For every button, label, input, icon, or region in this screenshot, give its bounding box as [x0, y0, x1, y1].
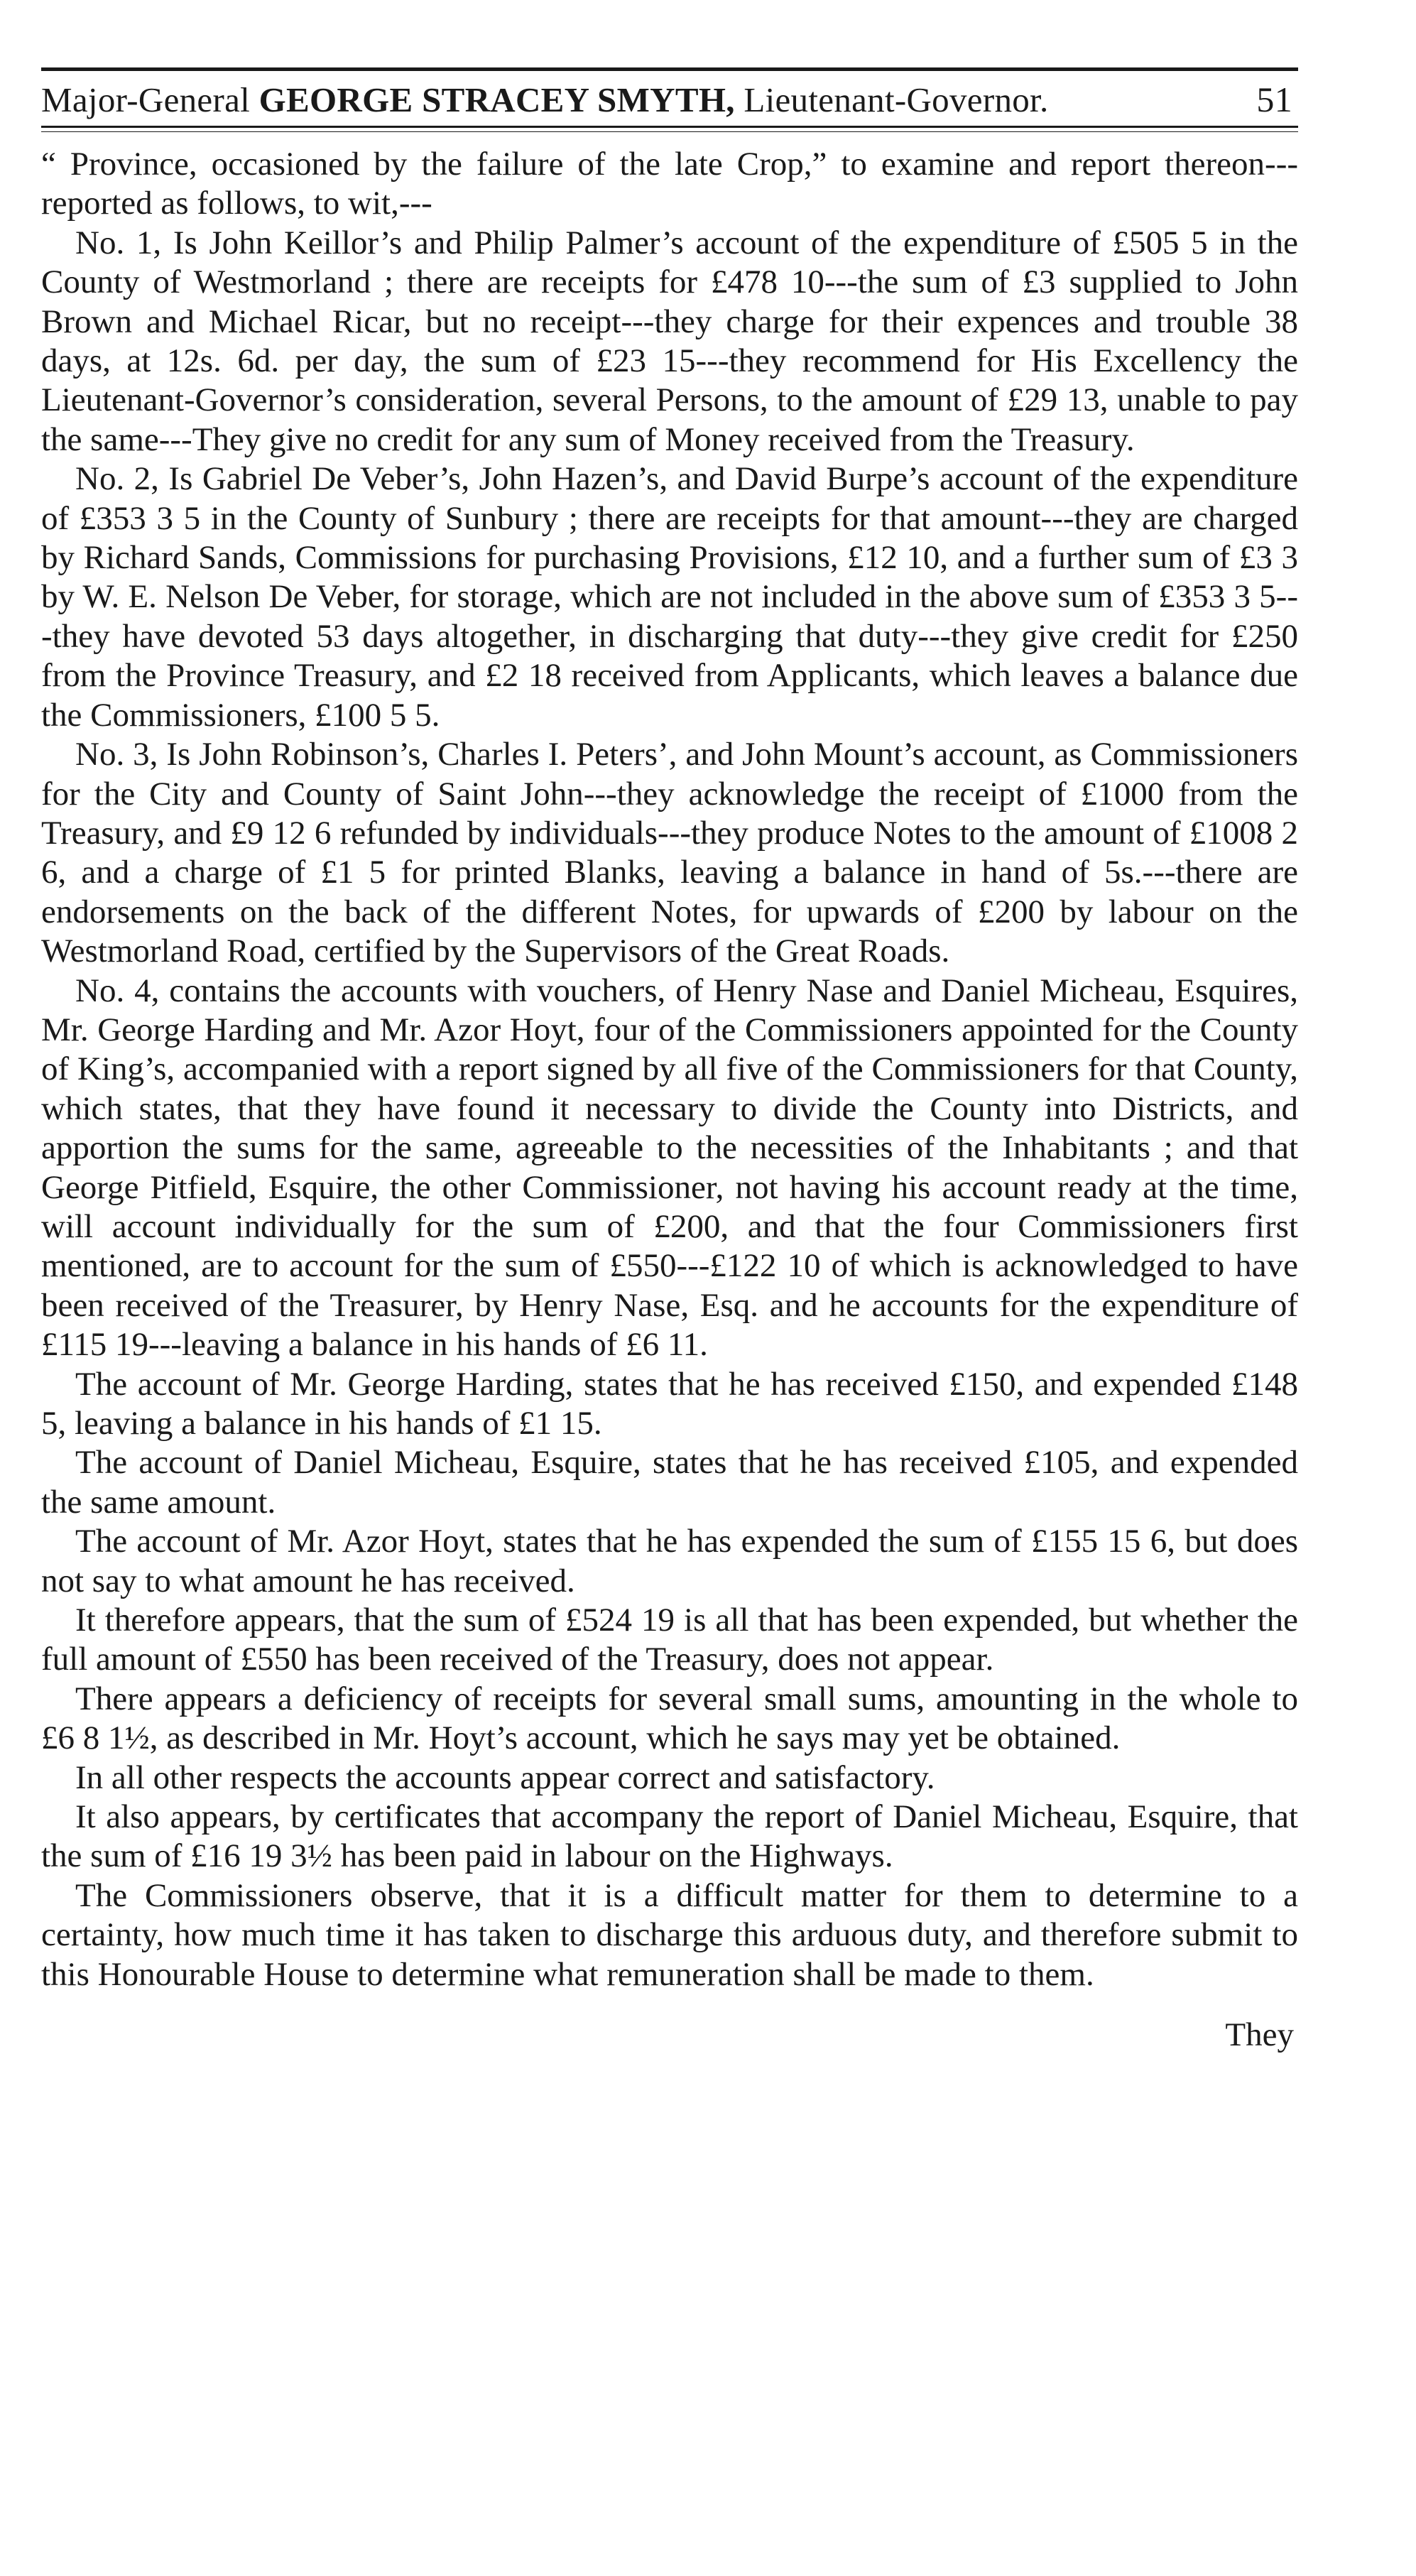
- header-double-rule: [41, 126, 1298, 132]
- paragraph: No. 2, Is Gabriel De Veber’s, John Hazen’s, and David Burpe’s account of the expenditure of £353 3 5 in the County of Sunbury ; there are receipts for that amount---they are charged by Richard Sands, Commissions for purchasing Provisions, £12 10, and a further sum of £3 3 by W. E. Nelson De Veber, for storage, which are not included in the above sum of £353 3 5---they have devoted 53 days altogether, in discharging that duty---they give credit for £250 from the Province Treasury, and £2 18 received from Applicants, which leaves a balance due the Commissioners, £100 5 5.: [41, 460, 1298, 734]
- running-head-name: GEORGE STRACEY SMYTH,: [258, 80, 735, 119]
- paragraph: It therefore appears, that the sum of £524 19 is all that has been expended, but whether the full amount of £550 has been received of the Treasury, does not appear.: [41, 1602, 1298, 1678]
- paragraph: “ Province, occasioned by the failure of the late Crop,” to examine and report thereon---reported as follows, to wit,---: [41, 146, 1298, 222]
- page-number: 51: [1256, 80, 1292, 119]
- running-head-prefix: Major-General: [41, 80, 251, 119]
- top-rule: [41, 67, 1298, 71]
- paragraph: The account of Mr. George Harding, states that he has received £150, and expended £148 5, leaving a balance in his hands of £1 15.: [41, 1365, 1298, 1442]
- catchword: They: [1225, 2016, 1294, 2054]
- paragraph: It also appears, by certificates that accompany the report of Daniel Micheau, Esquire, that the sum of £16 19 3½ has been paid in labour on the Highways.: [41, 1798, 1298, 1875]
- paragraph: The account of Mr. Azor Hoyt, states that he has expended the sum of £155 15 6, but does not say to what amount he has received.: [41, 1523, 1298, 1599]
- document-page: [41, 67, 1298, 2054]
- running-head-suffix: Lieutenant-Governor.: [744, 80, 1049, 119]
- body-text: [41, 145, 1298, 1994]
- running-head-title: [41, 79, 1049, 121]
- running-head: [41, 78, 1298, 121]
- paragraph: The account of Daniel Micheau, Esquire, states that he has received £105, and expended the same amount.: [41, 1444, 1298, 1521]
- paragraph: No. 4, contains the accounts with vouchers, of Henry Nase and Daniel Micheau, Esquires, Mr. George Harding and Mr. Azor Hoyt, four of the Commissioners appointed for the County of King’s, accompanied with a report signed by all five of the Commissioners for that County, which states, that they have found it necessary to divide the County into Districts, and apportion the sums for the same, agreeable to the necessities of the Inhabitants ; and that George Pitfield, Esquire, the other Commissioner, not having his account ready at the time, will account individually for the sum of £200, and that the four Commissioners first mentioned, are to account for the sum of £550---£122 10 of which is acknowledged to have been received of the Treasurer, by Henry Nase, Esq. and he accounts for the expenditure of £115 19---leaving a balance in his hands of £6 11.: [41, 972, 1298, 1364]
- paragraph: There appears a deficiency of receipts for several small sums, amounting in the whole to £6 8 1½, as described in Mr. Hoyt’s account, which he says may yet be obtained.: [41, 1680, 1298, 1757]
- paragraph: In all other respects the accounts appear correct and satisfactory.: [75, 1759, 935, 1796]
- paragraph: No. 1, Is John Keillor’s and Philip Palmer’s account of the expenditure of £505 5 in the County of Westmorland ; there are receipts for £478 10---the sum of £3 supplied to John Brown and Michael Ricar, but no receipt---they charge for their expences and trouble 38 days, at 12s. 6d. per day, the sum of £23 15---they recommend for His Excellency the Lieutenant-Governor’s consideration, several Persons, to the amount of £29 13, unable to pay the same---They give no credit for any sum of Money received from the Treasury.: [41, 224, 1298, 458]
- paragraph: The Commissioners observe, that it is a difficult matter for them to determine to a certainty, how much time it has taken to discharge this arduous duty, and therefore submit to this Honourable House to determine what remuneration shall be made to them.: [41, 1876, 1298, 1993]
- paragraph: No. 3, Is John Robinson’s, Charles I. Peters’, and John Mount’s account, as Commissioners for the City and County of Saint John---they acknowledge the receipt of £1000 from the Treasury, and £9 12 6 refunded by individuals---they produce Notes to the amount of £1008 2 6, and a charge of £1 5 for printed Blanks, leaving a balance in hand of 5s.---there are endorsements on the back of the different Notes, for upwards of £200 by labour on the Westmorland Road, certified by the Supervisors of the Great Roads.: [41, 736, 1298, 970]
